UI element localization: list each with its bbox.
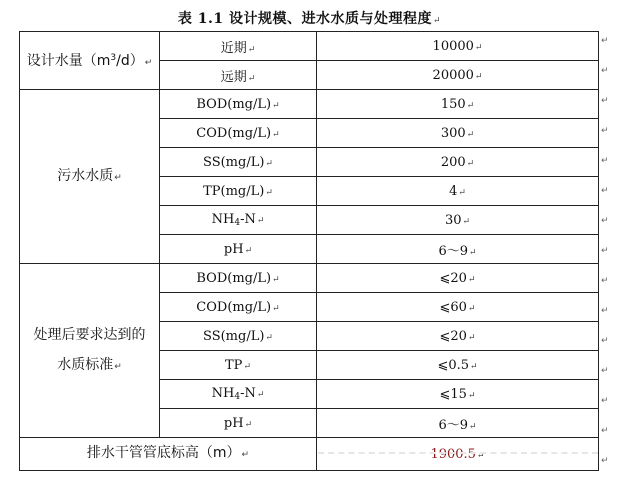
- return-mark-icon: ↵: [466, 158, 475, 169]
- return-mark-icon: ↵: [247, 44, 256, 55]
- value-cell: [317, 119, 599, 148]
- influent-label-text: 污水水质: [57, 167, 114, 184]
- param-text: SS(mg/L): [203, 154, 265, 170]
- pipe-bottom-label-text: 排水干管管底标高（m）: [86, 445, 241, 461]
- design-flow-label-prefix: 设计水量（m: [26, 53, 111, 69]
- param-cell: [160, 409, 317, 438]
- value-text: 6～9: [438, 417, 468, 433]
- row-end-mark-icon: ↵: [601, 186, 609, 196]
- return-mark-icon: ↵: [466, 129, 475, 140]
- design-flow-label: [20, 32, 160, 90]
- return-mark-icon: ↵: [272, 303, 280, 314]
- return-mark-icon: ↵: [467, 332, 476, 343]
- value-cell: [317, 148, 599, 177]
- dashed-underline: [318, 452, 598, 454]
- value-text: ⩽60: [439, 299, 467, 315]
- return-mark-icon: ↵: [272, 100, 280, 111]
- param-text: BOD(mg/L): [196, 270, 272, 286]
- param-cell: [160, 380, 317, 409]
- param-subscript: 4: [234, 218, 241, 228]
- row-end-mark-icon: ↵: [601, 456, 609, 466]
- param-subscript: 4: [234, 392, 241, 402]
- effluent-label-line2: 水质标准: [57, 356, 114, 373]
- return-mark-icon: ↵: [272, 274, 280, 285]
- return-mark-icon: ↵: [467, 390, 476, 401]
- design-scale-table: [19, 31, 599, 471]
- table-caption: [0, 8, 619, 28]
- row-end-mark-icon: ↵: [601, 396, 609, 406]
- value-cell: [317, 235, 599, 264]
- row-end-mark-icon: ↵: [601, 216, 609, 226]
- return-mark-icon: ↵: [272, 129, 280, 140]
- value-cell: [317, 293, 599, 322]
- row-end-mark-icon: ↵: [601, 426, 609, 436]
- value-cell: [317, 206, 599, 235]
- value-text: 150: [440, 96, 466, 112]
- param-cell: [160, 90, 317, 119]
- param-text: pH: [223, 415, 244, 431]
- pipe-bottom-value-cell: [317, 438, 599, 471]
- effluent-label-line1: 处理后要求达到的: [33, 326, 146, 343]
- return-mark-icon: ↵: [241, 450, 250, 460]
- param-cell: [160, 119, 317, 148]
- return-mark-icon: ↵: [244, 245, 253, 256]
- return-mark-icon: ↵: [466, 100, 475, 111]
- return-mark-icon: ↵: [265, 332, 273, 343]
- param-cell: [160, 148, 317, 177]
- param-text: COD(mg/L): [196, 299, 272, 315]
- value-text: 300: [440, 125, 466, 141]
- table-row: [20, 32, 599, 61]
- value-cell: [317, 32, 599, 61]
- return-mark-icon: ↵: [470, 361, 478, 372]
- value-text: 30: [444, 212, 462, 228]
- period-cell: [160, 32, 317, 61]
- row-end-mark-icon: ↵: [601, 246, 609, 256]
- row-end-mark-icon: ↵: [601, 366, 609, 376]
- effluent-label: [20, 264, 160, 438]
- return-mark-icon: ↵: [265, 158, 273, 169]
- value-text: ⩽0.5: [437, 357, 470, 373]
- value-text: 200: [440, 154, 466, 170]
- value-text: ⩽15: [439, 386, 467, 402]
- value-text: ⩽20: [439, 328, 467, 344]
- value-cell: [317, 177, 599, 206]
- return-mark-icon: ↵: [114, 361, 122, 372]
- table-row: [20, 264, 599, 293]
- return-mark-icon: ↵: [474, 71, 483, 82]
- period-text: 近期: [220, 40, 247, 56]
- row-end-mark-icon: ↵: [601, 96, 609, 106]
- return-mark-icon: ↵: [462, 216, 471, 227]
- return-mark-icon: ↵: [458, 187, 466, 198]
- param-text: TP: [225, 357, 243, 373]
- param-cell: [160, 235, 317, 264]
- param-tail: -N: [240, 212, 256, 227]
- param-text: BOD(mg/L): [196, 96, 272, 112]
- row-end-mark-icon: ↵: [601, 276, 609, 286]
- period-text: 远期: [220, 69, 247, 85]
- param-cell: [160, 351, 317, 380]
- param-cell: [160, 293, 317, 322]
- return-mark-icon: ↵: [469, 421, 477, 432]
- param-cell: [160, 206, 317, 235]
- influent-label: [20, 90, 160, 264]
- param-text: COD(mg/L): [196, 125, 272, 141]
- value-cell: [317, 90, 599, 119]
- param-cell: [160, 264, 317, 293]
- return-mark-icon: ↵: [474, 42, 483, 53]
- value-text: 20000: [432, 67, 474, 83]
- return-mark-icon: ↵: [467, 303, 476, 314]
- param-cell: [160, 177, 317, 206]
- value-cell: [317, 409, 599, 438]
- pipe-bottom-value: 1900.5: [430, 446, 476, 462]
- return-mark-icon: ↵: [467, 274, 476, 285]
- value-text: 10000: [432, 38, 474, 54]
- row-end-mark-icon: ↵: [601, 306, 609, 316]
- param-tail: -N: [240, 386, 256, 401]
- return-mark-icon: ↵: [247, 73, 256, 84]
- return-mark-icon: ↵: [476, 450, 485, 461]
- pipe-bottom-label: [20, 438, 317, 471]
- value-cell: [317, 351, 599, 380]
- param-text: pH: [223, 241, 244, 257]
- value-text: 4: [449, 183, 458, 199]
- row-end-mark-icon: ↵: [601, 336, 609, 346]
- row-end-mark-icon: ↵: [601, 126, 609, 136]
- param-text: SS(mg/L): [203, 328, 265, 344]
- param-text: TP(mg/L): [203, 183, 265, 199]
- value-cell: [317, 61, 599, 90]
- row-end-mark-icon: ↵: [601, 66, 609, 76]
- table-caption-text: 表 1.1 设计规模、进水水质与处理程度: [177, 11, 433, 27]
- return-mark-icon: ↵: [433, 16, 442, 26]
- return-mark-icon: ↵: [243, 361, 251, 372]
- value-text: 6～9: [438, 243, 468, 259]
- return-mark-icon: ↵: [265, 187, 273, 198]
- return-mark-icon: ↵: [256, 390, 265, 400]
- value-cell: [317, 322, 599, 351]
- value-cell: [317, 380, 599, 409]
- param-cell: [160, 322, 317, 351]
- design-flow-label-suffix: /d）: [116, 53, 144, 69]
- return-mark-icon: ↵: [469, 247, 477, 258]
- row-end-mark-icon: ↵: [601, 156, 609, 166]
- effluent-label-line2-wrap: [20, 350, 159, 382]
- design-flow-label-sup: 3: [110, 53, 117, 63]
- param-text: NH: [211, 386, 235, 401]
- return-mark-icon: ↵: [244, 419, 253, 430]
- value-cell: [317, 264, 599, 293]
- period-cell: [160, 61, 317, 90]
- table-row: [20, 438, 599, 471]
- param-text: NH: [211, 212, 235, 227]
- return-mark-icon: ↵: [114, 172, 122, 183]
- table-row: [20, 90, 599, 119]
- return-mark-icon: ↵: [144, 58, 153, 68]
- value-text: ⩽20: [439, 270, 467, 286]
- row-end-mark-icon: ↵: [601, 36, 609, 46]
- return-mark-icon: ↵: [256, 216, 265, 226]
